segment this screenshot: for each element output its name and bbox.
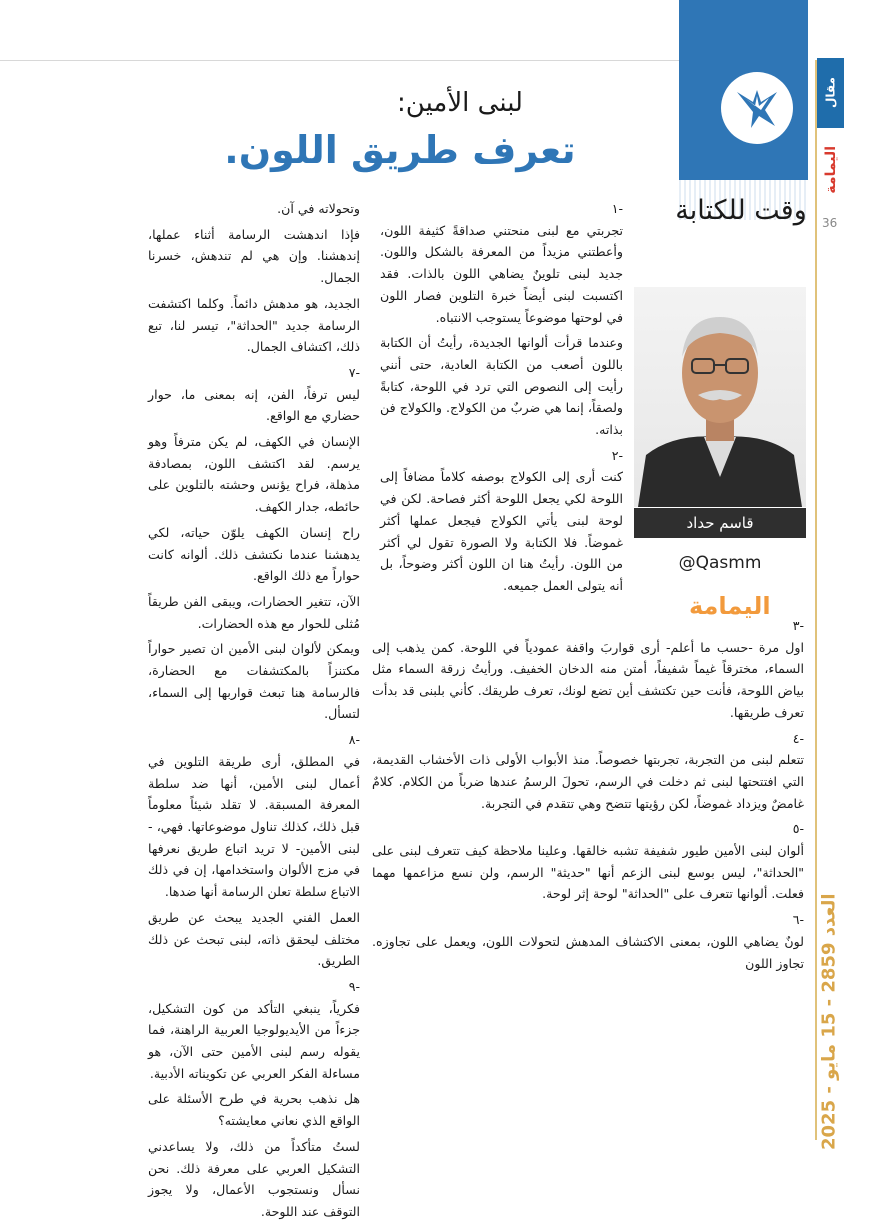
paragraph: تتعلم لبنى من التجربة، تجربتها خصوصاً. منذ الأبواب الأولى ذات الأخشاب القديمة، التي افتتحتها لبنى ثم دخلت في الرسم، تحولَ الرسمُ عندها ضرباً من الكلام. كلامٌ غامضٌ ويزداد غموضاً، لكن رؤيتها تتضح وهي تتقدم في التجربة. (372, 752, 804, 811)
paragraph: وتحولاته في آن. (277, 201, 360, 216)
paragraph: فكرياً، ينبغي التأكد من كون التشكيل، جزءاً من الأيديولوجيا العربية الراهنة، فما يقوله رسم لبنى الأمين حتى الآن، هو مساءلة الفكر العربي عن تكويناته الأدبية. (148, 1000, 360, 1081)
paragraph: الجديد، هو مدهش دائماً. وكلما اكتشفت الرسامة جديد "الحداثة"، تيسر لنا، تبع ذلك، اكتشاف الجمال. (148, 295, 360, 355)
paragraph: ألوان لبنى الأمين طيور شفيفة تشبه خالقها. وعلينا ملاحظة كيف تتعرف لبنى على "الحداثة"، ليس بوسع لبنى الزعم أنها "حديثة" الرسم، ولن نسع مزاعمها مهما فعلت. ألوانها تتعرف على "الحداثة" لوحة إثر لوحة. (372, 843, 804, 902)
section-label: مقال (817, 58, 844, 128)
paragraph: فإذا اندهشت الرسامة أثناء عملها، إندهشنا. وإن هي لم تندهش، خسرنا الجمال. (148, 226, 360, 286)
section-number: -٨ (348, 732, 360, 748)
section-number: -٧ (348, 364, 360, 380)
text-column-left (148, 198, 360, 1227)
bird-icon (731, 82, 783, 134)
section-number: -١ (611, 201, 623, 216)
paragraph: ويمكن لألوان لبنى الأمين ان تصير حواراً مكتنزاً بالمكتشفات مع الحضارة، فالرسامة هنا تبعث قواربها إلى السماء، لتسأل. (148, 641, 360, 722)
text-column-right-lower (372, 615, 804, 978)
paragraph: كنت أرى إلى الكولاج بوصفه كلاماً مضافاً إلى اللوحة لكي يجعل اللوحة أكثر فصاحة. لكن في لوحة لبنى يأتي الكولاج فيجعل عملها أكثر غموضاً. فلا الكتابة ولا الصورة تقول لي أكثر من اللون. رأيتُ هنا ان اللون أكثر وضوحاً، بل أنه يتولى العمل جميعه. (380, 469, 623, 593)
strip-logo-text: اليمامة (822, 146, 839, 194)
paragraph: وعندما قرأت ألوانها الجديدة، رأيتُ أن الكتابة باللون أصعب من الكتابة العادية، حتى أنني رأيت إلى النصوص التي ترد في اللوحة، كتابةً ولصقاً، إنما هي ضربٌ من الكولاج. والكولاج فن بذاته. (380, 335, 623, 438)
author-portrait (634, 287, 806, 507)
article-subtitle: لبنى الأمين: (397, 88, 523, 118)
issue-info: العدد 2859 - 15 مايو - 2025 (818, 893, 840, 1150)
paragraph: الآن، تتغير الحضارات، ويبقى الفن طريقاً مُثلى للحوار مع هذه الحضارات. (148, 593, 360, 631)
section-number: -٩ (348, 978, 360, 994)
paragraph: ليس ترفاً، الفن، إنه بمعنى ما، حوار حضاري مع الواقع. (148, 386, 360, 424)
paragraph: اول مرة -حسب ما أعلم- أرى قواربَ واقفة عمودياً في اللوحة. كمن يذهب إلى السماء، مخترقاً غيماً شفيفاً، أمتن منه الدخان الخفيف. ورأيتُ زرقة السماء مثل بياض اللوحة، فأنت حين تكتشف أين تضع لونك، تعرف طريقك. كأني بلبنى قد بدأت تعرف طريقها. (372, 639, 804, 720)
page-number: 36 (822, 216, 838, 230)
column-name: وقت للكتابة (675, 195, 807, 226)
section-number: -٢ (611, 447, 623, 463)
section-number: -٥ (792, 821, 804, 837)
magazine-logo: اليمامة (689, 592, 771, 620)
paragraph: راح إنسان الكهف يلوّن حياته، لكي يدهشنا عندما نكتشف ذلك. ألوانه كانت حواراً مع ذلك الواقع. (148, 524, 360, 584)
paragraph: تجربتي مع لبنى منحتني صداقةً كثيفة اللون، وأعطتني مزيداً من المعرفة بالشكل واللون. جديد لبنى تلوينٌ يضاهي اللون بالذات. فقد اكتسبت لبنى أيضاً خبرة التلوين فصار اللون في لوحتها موضوعاً يستوجب الانتباه. (380, 222, 623, 325)
paragraph: لونٌ يضاهي اللون، بمعنى الاكتشاف المدهش لتحولات اللون، ويعمل على تجاوزه. تجاوز اللون (372, 933, 804, 971)
paragraph: الإنسان في الكهف، لم يكن مترفاً وهو يرسم. لقد اكتشف اللون، بمصادفة مذهلة، فراح يؤنس وحشته بالتلوين على حائطه، جدار الكهف. (148, 434, 360, 515)
article-title: تعرف طريق اللون. (224, 128, 576, 172)
author-name: قاسم حداد (634, 508, 806, 538)
header-rule (0, 60, 680, 61)
section-number: -٤ (792, 730, 804, 746)
author-handle[interactable]: @Qasmm (678, 553, 762, 573)
text-column-right-upper (380, 198, 623, 601)
section-number: -٦ (792, 912, 804, 928)
paragraph: في المطلق، أرى طريقة التلوين في أعمال لبنى الأمين، أنها ضد سلطة المعرفة المسبقة. لا تقلد شيئاً معلوماً قبل ذلك، كذلك تناول موضوعاتها. فهي، - لبنى الأمين- لا تريد اتباع طريق نعرفها في مزج الألوان واستخدامها، إن في ذلك الاتباع سلطة تعلن الرسامة أنها ضدها. (148, 753, 360, 900)
column-emblem (721, 72, 793, 144)
paragraph: هل نذهب بحرية في طرح الأسئلة على الواقع الذي نعاني معايشته؟ (148, 1091, 360, 1129)
paragraph: لستُ متأكداً من ذلك، ولا يساعدني التشكيل العربي على معرفة ذلك. نحن نسأل ونستجوب الأعمال، ولا يجوز التوقف عند اللوحة. (148, 1138, 360, 1219)
section-number: -٣ (792, 618, 804, 633)
strip-logo (817, 134, 844, 206)
paragraph: العمل الفني الجديد يبحث عن طريق مختلف ليحقق ذاته، لبنى تبحث عن ذلك الطريق. (148, 909, 360, 969)
author-photo (634, 287, 806, 507)
